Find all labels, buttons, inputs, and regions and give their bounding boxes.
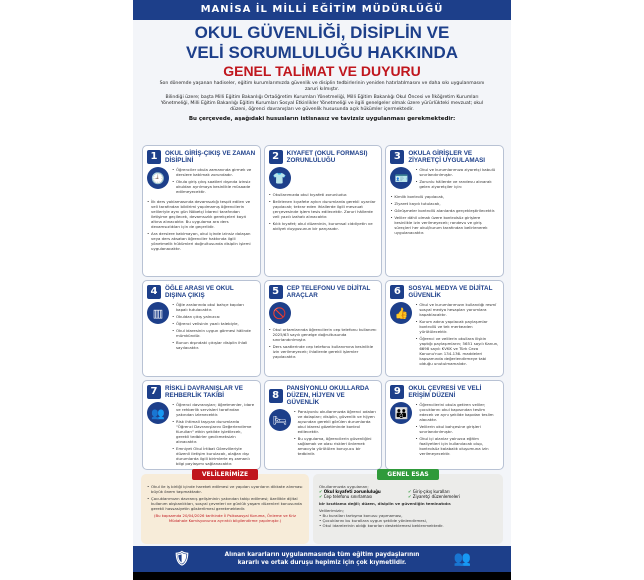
card-title: OKUL GİRİŞ-ÇIKIŞ VE ZAMAN DİSİPLİNİ (165, 150, 256, 164)
list-item: • Okul içi alanlar yalnızca eğitim faaliyetleri için kullanılacak olup, kontrolsüz kalabalık oluşumuna izin verilmeyecektir. (415, 436, 499, 456)
people-icon: 👥 (453, 551, 471, 567)
list-item: • Belirlenen kıyafete aykırı durumlarda gerekli uyarılar yapılacak; tekrar eden ihlallerde ilgili mevzuat çerçevesinde işlem tesis edilecektir. Zaruri hâllerde veli yazılı izahatı alınacaktır. (269, 199, 378, 219)
list-item: • Okul ve kurumlarımızın kullandığı resmî sosyal medya hesapları yorumlara kapatılacaktır. (415, 302, 499, 317)
lead-text: Bu çerçevede, aşağıdaki hususların istisnasız ve tavizsiz uygulanması gerekmektedir: (188, 116, 456, 122)
list-item: • Öğrenci davranışları; öğretmenler, idare ve rehberlik servisleri tarafından yakından izlenecektir. (172, 402, 256, 417)
list-item: • İlk ders yoklamasında devamsızlığı tespit edilen ve veli tarafından bildirimi yapılmamış öğrencilerin velileriyle aynı gün Nöbetçi İdareci tarafından iletişime geçilecek, devamsızlık gerekçeleri kayıt altına alınacaktır. Bu uygulama ara ders devamsızlıkları için de geçerlidir. (147, 199, 256, 229)
list-item: • Zorunlu hâllerde ve randevu alınarak gelen ziyaretçiler için: (415, 179, 499, 189)
list-item: • Risk ihtimali taşıyan durumlarda "Öğrenci Davranışlarını Değerlendirme Kurulları" etkin şekilde işletilecek, gerekli tedbirler gecikmeksizin alınacaktır. (172, 419, 256, 444)
card-title: ÖĞLE ARASI VE OKUL DIŞINA ÇIKIŞ (165, 285, 234, 299)
list-item: • Okula giriş çıkış saatleri dışında izinsiz okuldan ayrılmaya kesinlikle müsaade edilmeyecektir. (172, 179, 256, 194)
shield-check-icon: 🛡 (173, 551, 191, 567)
card-number: 4 (147, 285, 161, 299)
card-number: 9 (390, 385, 404, 399)
card-7 (142, 380, 261, 470)
header: MANİSA İL MİLLİ EĞİTİM MÜDÜRLÜĞÜ (133, 0, 511, 20)
group-icon: 👥 (147, 402, 169, 424)
card-number: 2 (269, 150, 283, 164)
footer-line-2: kararlı ve ortak duruşu hepimiz için çok kıymetlidir. (237, 560, 407, 566)
card-6 (385, 280, 504, 377)
clock-icon: 🕘 (147, 167, 169, 189)
list-item: • Öğrenci ve velilerin okullara ilişkin yaptığı paylaşımların; 5651 sayılı Kanun, 6698 sayılı KVKK ve Türk Ceza Kanunu'nun 134-136. maddeleri kapsamında değerlendirmeye tabi olduğu unutulmamalıdır. (415, 336, 499, 366)
card-4 (142, 280, 261, 377)
card-number: 6 (390, 285, 404, 299)
gate-icon: ▥ (147, 302, 169, 324)
list-item: • Veliler dâhil olmak üzere kontrolsüz girişlere kesinlikle izin verilmeyecek; randevu ve giriş süreçleri her okul/kurum tarafından belirlenerek uygulanacaktır. (390, 215, 499, 235)
list-item: • Bunun dışındaki çıkışlar disiplin ihlali sayılacaktır. (172, 340, 256, 350)
card-9 (385, 380, 504, 470)
list-item: • Ders saatlerinde cep telefonu kullanımına kesinlikle izin verilmeyecek; ihlallerde gerekli işlemler yapılacaktır. (269, 344, 378, 359)
list-item: • Öğrenciler okula zamanında girmek ve derslere katılmak zorundadır. (172, 167, 256, 177)
bottom-bar (133, 572, 511, 580)
list-item: • Pansiyonlu okullarımızda öğrenci odaları ve dolapları; disiplin, güvenlik ve hijyen açısından gerekli görülen durumlarda okul idaresi gözetiminde kontrol edilecektir. (294, 409, 378, 434)
list-item: • Kılık kıyafet; okul düzeninin, kurumsal ciddiyetin ve aidiyet duygusunun bir parçasıdır. (269, 221, 378, 231)
title-line-2: VELİ SORUMLULUĞU HAKKINDA (186, 43, 458, 62)
list-item: • Öğrencilerini okula getiren veliler; çocuklarını okul kapısından teslim edecek ve aynı şekilde kapıdan teslim alacaktır. (415, 402, 499, 422)
check-icon: ✔ (408, 494, 413, 499)
card-3 (385, 145, 504, 277)
velilerimize-title: VELİLERİMİZE (192, 469, 258, 480)
list-item: • Velilerin okul bahçesine girişleri sınırlandırılmıştır. (415, 424, 499, 434)
list-item: • Kurum adına yapılacak paylaşımlar kontrollü ve tek merkezden yürütülecektir. (415, 319, 499, 334)
list-item: • Okul ve kurumlarımıza ziyaretçi kabulü sınırlandırılmıştır. (415, 167, 499, 177)
list-item: • Çocuklarını bu kurallara uygun şekilde yönlendirmesi, (319, 518, 427, 523)
list-item: • Okul ile iş birliği içinde hareket edilmesi ve yapılan uyarıların dikkate alınması büyük önem taşımaktadır. (147, 484, 303, 494)
list-item: • Okullarımızda okul kıyafeti zorunludur. (269, 192, 378, 197)
card-1 (142, 145, 261, 277)
title-line-1: OKUL GÜVENLİĞİ, DİSİPLİN VE (194, 23, 450, 42)
genel-esas-statement: bir kısıtlama değil; düzen, disiplin ve güvenliğin teminatıdır. (319, 501, 452, 506)
card-title: OKULA GİRİŞLER VE ZİYARETÇİ UYGULAMASI (408, 150, 486, 164)
intro-paragraph: Son dönemde yaşanan hadiseler, eğitim kurumlarımızda güvenlik ve disiplin tedbirlerinin yeniden hatırlatılmasını ve daha sıkı uygulanmasını zaruri kılmıştır. (159, 81, 485, 92)
list-item: • Çocuklarımızın davranış gelişiminin yakından takip edilmesi; özellikle dijital kullanım alışkanlıkları, sosyal çevreleri ve günlük yaşam düzenleri konusunda gerekli hassasiyetin gösterilmesi gerekmektedir. (147, 496, 303, 511)
id-card-icon: 🪪 (390, 167, 412, 189)
check-item: ✔ Giriş-çıkış kuralları (408, 489, 450, 494)
social-media-icon: 👍 (390, 302, 412, 324)
card-number: 1 (147, 150, 161, 164)
list-item: • Okul ortamlarında öğrencilerin cep telefonu kullanımı 2025/63 sayılı genelge doğrultusunda sınırlandırılmıştır. (269, 327, 378, 342)
check-icon: ✔ (319, 494, 324, 499)
list-item: • Ara derslere katılmayan, okul içinde izinsiz dolaşan veya ders aksatan öğrenciler hakkında ilgili yönetmelik hükümleri doğrultusunda disiplin işlemi uygulanacaktır. (147, 231, 256, 251)
footer-line-1: Alınan kararların uygulanmasında tüm eğitim paydaşlarının (224, 552, 420, 558)
list-item: • Öğrenci velisinin yazılı talebiyle, (172, 321, 256, 326)
list-item: • Görüşmeler kontrollü alanlarda gerçekleştirilecektir. (390, 208, 499, 213)
list-item: • Okuldan çıkış yalnızca: (172, 314, 256, 319)
list-item: • Bu kuralları tartışma konusu yapmaması, (319, 513, 403, 518)
card-title: KIYAFET (OKUL FORMASI) ZORUNLULUĞU (286, 150, 368, 164)
genel-esas-title: GENEL ESAS (377, 469, 438, 480)
card-title: OKUL ÇEVRESİ VE VELİ ERİŞİM DÜZENİ (408, 385, 482, 399)
cards-grid (142, 145, 504, 470)
list-item: • Okul idaresinin uygun görmesi hâlinde mümkündür. (172, 328, 256, 338)
intro-paragraph: Bilindiği üzere; başta Milli Eğitim Bakanlığı Ortaöğretim Kurumları Yönetmeliği, Milli Eğitim Bakanlığı Okul Öncesi ve İlköğretim Kurumları Yönetmeliği, Milli Eğitim Bakanlığı Eğitim Kurumları Sosyal Etkinlikler Yönetmeliği ve ilgili genelgeler olmak üzere yürürlükteki mevzuat; okul düzeni, öğrenci davranışları ve güvenlik hususunda açık hükümler içermektedir. (160, 95, 484, 112)
genel-esas-intro: Okullarımızda uygulanan; (319, 484, 369, 489)
no-phone-icon: 🚫 (269, 302, 291, 324)
genel-esas-box (313, 471, 503, 544)
card-8 (264, 380, 383, 470)
velilerimize-box (141, 471, 309, 544)
poster (133, 0, 511, 573)
list-item: • Öğle aralarında okul bahçe kapıları kapalı tutulacaktır. (172, 302, 256, 312)
check-icon: ✔ (408, 489, 413, 494)
card-2 (264, 145, 383, 277)
card-number: 3 (390, 150, 404, 164)
card-title: CEP TELEFONU VE DİJİTAL ARAÇLAR (286, 285, 371, 299)
list-item: • Ziyaret kaydı tutulacak, (390, 201, 499, 206)
list-item: • Bu uygulama, öğrencilerin güvenliğini sağlamak ve olası riskleri önlemek amacıyla yürütülen koruyucu bir tedbirdir. (294, 436, 378, 456)
shirt-icon: 👕 (269, 167, 291, 189)
list-item: • Emniyet Okul İrtibat Görevlileriyle düzenli iletişim kurulacak, olağan dışı durumlarda ilgili birimlerle eş zamanlı bilgi paylaşımı sağlanacaktır. (172, 446, 256, 466)
check-item: ✔ Ziyaretçi düzenlemeleri (408, 494, 461, 499)
parents-icon: 👪 (390, 402, 412, 424)
card-title: PANSİYONLU OKULLARDA DÜZEN, HİJYEN VE GÜVENLİK (286, 385, 369, 406)
check-item: ✔ Cep telefonu sınırlaması (319, 494, 373, 499)
card-title: SOSYAL MEDYA VE DİJİTAL GÜVENLİK (408, 285, 493, 299)
card-number: 7 (147, 385, 161, 399)
bed-icon: 🛏 (269, 409, 291, 431)
check-item: ✔ Okul kıyafeti zorunluluğu (319, 489, 381, 494)
subtitle: GENEL TALİMAT VE DUYURU (223, 63, 421, 79)
card-number: 8 (269, 389, 283, 403)
list-item: • Okul idarelerinin aldığı kararları desteklemesi beklenmektedir. (319, 523, 444, 528)
card-title: RİSKLİ DAVRANIŞLAR VE REHBERLİK TAKİBİ (165, 385, 243, 399)
genel-esas-veliler: Velilerimizin; (319, 508, 344, 513)
card-5 (264, 280, 383, 377)
velilerimize-note: (Bu kapsamda 20/04/2026 tarihinde İl Psikososyal Koruma, Önleme ve Kriz Müdahale Komisyonunca ayrıntılı bilgilendirme yapılmıştır.) (154, 513, 296, 523)
card-number: 5 (269, 285, 283, 299)
intro (133, 81, 511, 113)
list-item: • Kimlik kontrolü yapılacak, (390, 194, 499, 199)
check-icon: ✔ (319, 489, 324, 494)
footer (133, 546, 511, 572)
